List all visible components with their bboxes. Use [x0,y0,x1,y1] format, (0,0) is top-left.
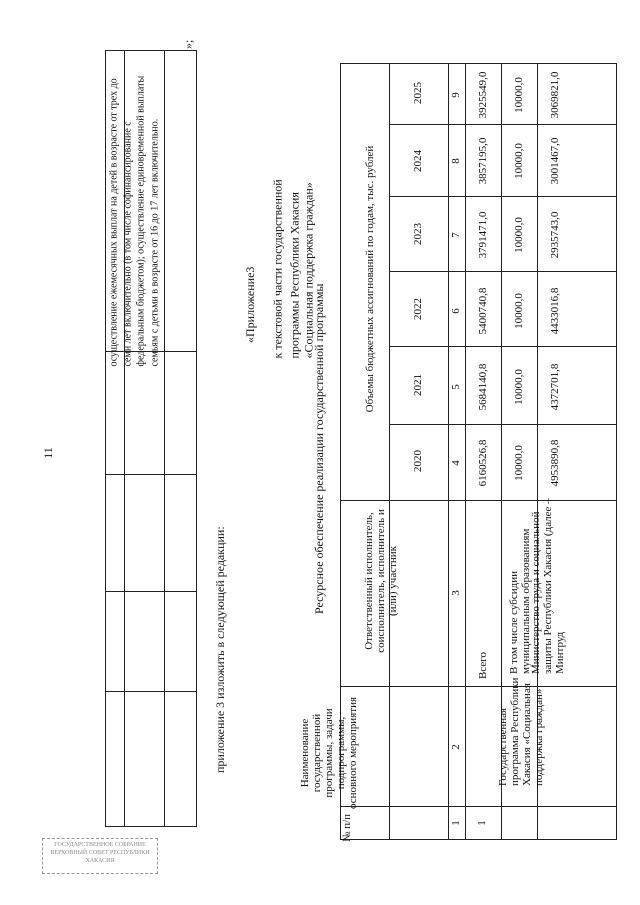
colnum-7: 7 [450,232,462,238]
year-2022: 2022 [412,298,424,320]
appendix-line-1: «Приложение3 [243,266,257,343]
executor-subsidies: В том числе субсидии муниципальным образованиям [508,528,532,674]
value-total-2021: 5684140,8 [477,363,489,411]
prev-table-measures-text: осуществление ежемесячных выплат на детей в возрасте от трех до семи лет включительно (в том числе софинансирование с федеральным бюджетом); осуществление единовременной выплаты семьям с детьми в возрасте от 16 до 17 лет включительно. [108,75,160,367]
value-mintrud-2024: 3001467,0 [549,137,561,185]
colnum-6: 6 [450,308,462,314]
value-subsidies-2021: 10000,0 [513,369,525,405]
colnum-4: 4 [450,460,462,466]
registration-stamp: ГОСУДАРСТВЕННОЕ СОБРАНИЕ ВЕРХОВНЫЙ СОВЕТ РЕСПУБЛИКИ ХАКАСИЯ [42,838,158,874]
appendix-line-4: «Социальная поддержка граждан» [301,182,316,359]
row-num: 1 [476,820,488,826]
closing-mark: »; [181,39,195,49]
value-mintrud-2023: 2935743,0 [549,211,561,259]
year-2025: 2025 [412,82,424,104]
value-mintrud-2022: 4433016,8 [549,287,561,335]
prev-table-rule [106,474,196,475]
header-name: Наименование государственной программы, задачи подпрограммы, основного мероприятия [299,696,359,810]
prev-table-rule [106,691,196,692]
page-number: 11 [41,447,55,459]
value-mintrud-2025: 3069821,0 [549,71,561,119]
value-subsidies-2020: 10000,0 [513,445,525,481]
executor-total: Всего [477,652,489,679]
executor-mintrud: Министерство труда и социальной защиты Республики Хакасия (далее – Минтруд [530,498,566,674]
col-line-y2024 [389,124,616,125]
col-line-y2022 [389,271,616,272]
col-line-y2023 [389,196,616,197]
value-subsidies-2024: 10000,0 [513,143,525,179]
colnum-8: 8 [450,158,462,164]
previous-table [105,50,197,827]
year-2020: 2020 [412,450,424,472]
appendix-line-2: к текстовой части государственной [270,179,285,359]
col-line-y2020 [389,424,616,425]
value-total-2025: 3925549,0 [477,71,489,119]
colnum-3: 3 [450,590,462,596]
value-total-2020: 6160526,8 [477,439,489,487]
header-num: № п/п [341,813,353,843]
value-subsidies-2022: 10000,0 [513,293,525,329]
col-line-y2021 [389,346,616,347]
colnum-9: 9 [450,92,462,98]
prev-table-rule [106,591,196,592]
year-2021: 2021 [412,374,424,396]
header-volumes: Объемы бюджетных ассигнований по годам, тыс. рублей [364,145,376,413]
table-title: Ресурсное обеспечение реализации государственной программы [312,283,326,614]
value-total-2022: 5400740,8 [477,287,489,335]
value-subsidies-2023: 10000,0 [513,217,525,253]
colnum-2: 2 [450,744,462,750]
header-executor: Ответственный исполнитель, соисполнитель, исполнитель и (или) участник [363,509,399,653]
value-mintrud-2020: 4953890,8 [549,439,561,487]
colnum-1: 1 [450,820,462,826]
value-total-2024: 3857195,0 [477,137,489,185]
value-subsidies-2025: 10000,0 [513,77,525,113]
year-2023: 2023 [412,223,424,245]
row-line-header [448,64,449,839]
value-total-2023: 3791471,0 [477,211,489,259]
appendix-line-3: программы Республики Хакасия [287,192,302,359]
value-mintrud-2021: 4372701,8 [549,363,561,411]
year-2024: 2024 [412,150,424,172]
colnum-5: 5 [450,384,462,390]
program-name: Государственная программа Республики Хакасия «Социальная поддержка граждан» [497,677,545,786]
row-line-colnums [465,64,466,839]
instruction-text: приложение 3 изложить в следующей редакции: [213,526,227,773]
